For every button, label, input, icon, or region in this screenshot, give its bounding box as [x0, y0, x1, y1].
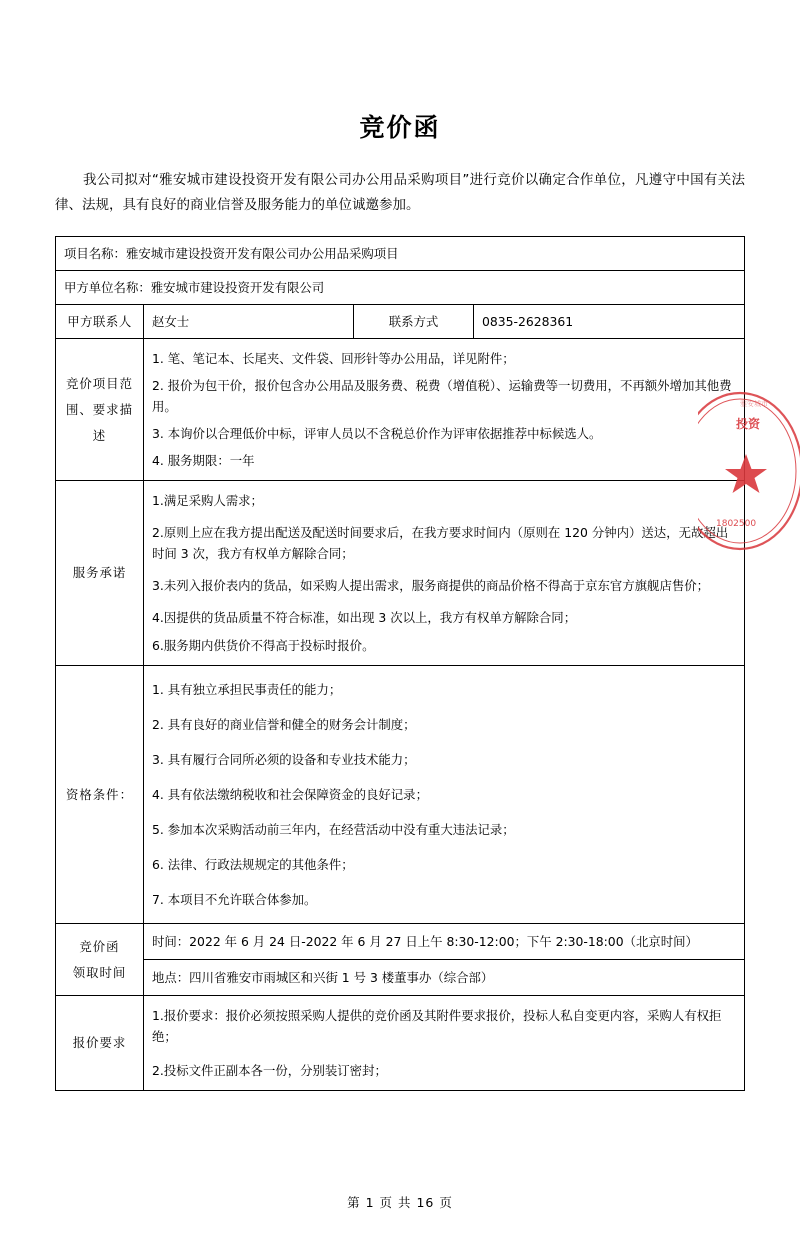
scope-item: 1. 笔、笔记本、长尾夹、文件袋、回形针等办公用品，详见附件；: [152, 351, 515, 366]
qualification-item: 3. 具有履行合同所必须的设备和专业技术能力；: [152, 752, 416, 767]
service-item: 3.未列入报价表内的货品，如采购人提出需求，服务商提供的商品价格不得高于京东官方旗舰店售价；: [152, 578, 710, 593]
svg-text:1802500: 1802500: [716, 519, 757, 529]
table-row-qualification: [56, 666, 745, 924]
pickup-place-value: 四川省雅安市雨城区和兴街 1 号 3 楼董事办（综合部）: [189, 970, 494, 985]
page-footer: 第 1 页 共 16 页: [347, 1195, 453, 1210]
pickup-time-label: 时间：: [152, 934, 190, 949]
qualification-item: 5. 参加本次采购活动前三年内，在经营活动中没有重大违法记录；: [152, 822, 515, 837]
svg-text:雅安城市: 雅安城市: [740, 400, 768, 408]
table-row-party-a: [56, 271, 745, 305]
party-a-value: 雅安城市建设投资开发有限公司: [150, 280, 325, 295]
qualification-item: 1. 具有独立承担民事责任的能力；: [152, 682, 342, 697]
service-item: 2.原则上应在我方提出配送及配送时间要求后，在我方要求时间内（原则在 120 分钟内）送达，无故超出时间 3 次，我方有权单方解除合同；: [152, 525, 729, 561]
qualification-label: 资格条件：: [56, 666, 144, 924]
qualification-item: 2. 具有良好的商业信誉和健全的财务会计制度；: [152, 717, 416, 732]
quote-label: 报价要求: [56, 996, 144, 1091]
pickup-label-line1: 竞价函: [79, 938, 120, 954]
pickup-place-row: [144, 960, 744, 995]
table-row-pickup-time: [56, 924, 745, 996]
scope-label: 竞价项目范围、要求描述: [56, 339, 144, 481]
phone-label: 联系方式: [354, 305, 474, 339]
document-page: [0, 108, 800, 1239]
pickup-content: [144, 924, 745, 996]
scope-item: 2. 报价为包干价，报价包含办公用品及服务费、税费（增值税）、运输费等一切费用，不再额外增加其他费用。: [152, 378, 732, 414]
project-name-label: 项目名称：: [64, 246, 126, 261]
service-item: 1.满足采购人需求；: [152, 493, 263, 508]
table-row-contact: [56, 305, 745, 339]
qualification-content: [144, 666, 745, 924]
contact-label: 甲方联系人: [56, 305, 144, 339]
table-row-quote: [56, 996, 745, 1091]
party-a-cell: [56, 271, 745, 305]
quote-item: 1.报价要求：报价必须按照采购人提供的竞价函及其附件要求报价，投标人私自变更内容，采购人有权拒绝；: [152, 1008, 722, 1044]
quote-item: 2.投标文件正副本各一份，分别装订密封；: [152, 1063, 387, 1078]
service-content: [144, 481, 745, 666]
qualification-item: 7. 本项目不允许联合体参加。: [152, 892, 317, 907]
project-name-value: 雅安城市建设投资开发有限公司办公用品采购项目: [125, 246, 399, 261]
service-label: 服务承诺: [56, 481, 144, 666]
intro-paragraph: 我公司拟对“雅安城市建设投资开发有限公司办公用品采购项目”进行竞价以确定合作单位，凡遵守中国有关法律、法规，具有良好的商业信誉及服务能力的单位诚邀参加。: [55, 172, 745, 213]
table-row-service: [56, 481, 745, 666]
qualification-item: 4. 具有依法缴纳税收和社会保障资金的良好记录；: [152, 787, 428, 802]
service-item: 6.服务期内供货价不得高于投标时报价。: [152, 638, 375, 653]
party-a-label: 甲方单位名称：: [64, 280, 151, 295]
bidding-info-table: [55, 236, 745, 1091]
contact-value: 赵女士: [144, 305, 354, 339]
qualification-item: 6. 法律、行政法规规定的其他条件；: [152, 857, 354, 872]
quote-content: [144, 996, 745, 1091]
table-row-project-name: [56, 237, 745, 271]
scope-item: 4. 服务期限：一年: [152, 453, 255, 468]
scope-item: 3. 本询价以合理低价中标，评审人员以不含税总价作为评审依据推荐中标候选人。: [152, 426, 602, 441]
table-row-scope: [56, 339, 745, 481]
page-title: 竞价函: [359, 113, 441, 142]
pickup-label-line2: 领取时间: [72, 964, 127, 980]
pickup-time-value: 2022 年 6 月 24 日-2022 年 6 月 27 日上午 8:30-12:00；下午 2:30-18:00（北京时间）: [189, 934, 698, 949]
pickup-time-row: [144, 924, 744, 960]
svg-text:投资: 投资: [736, 417, 761, 431]
phone-value: 0835-2628361: [474, 305, 745, 339]
pickup-label: [56, 924, 144, 996]
scope-content: [144, 339, 745, 481]
project-name-cell: [56, 237, 745, 271]
service-item: 4.因提供的货品质量不符合标准，如出现 3 次以上，我方有权单方解除合同；: [152, 610, 577, 625]
pickup-place-label: 地点：: [152, 970, 190, 985]
